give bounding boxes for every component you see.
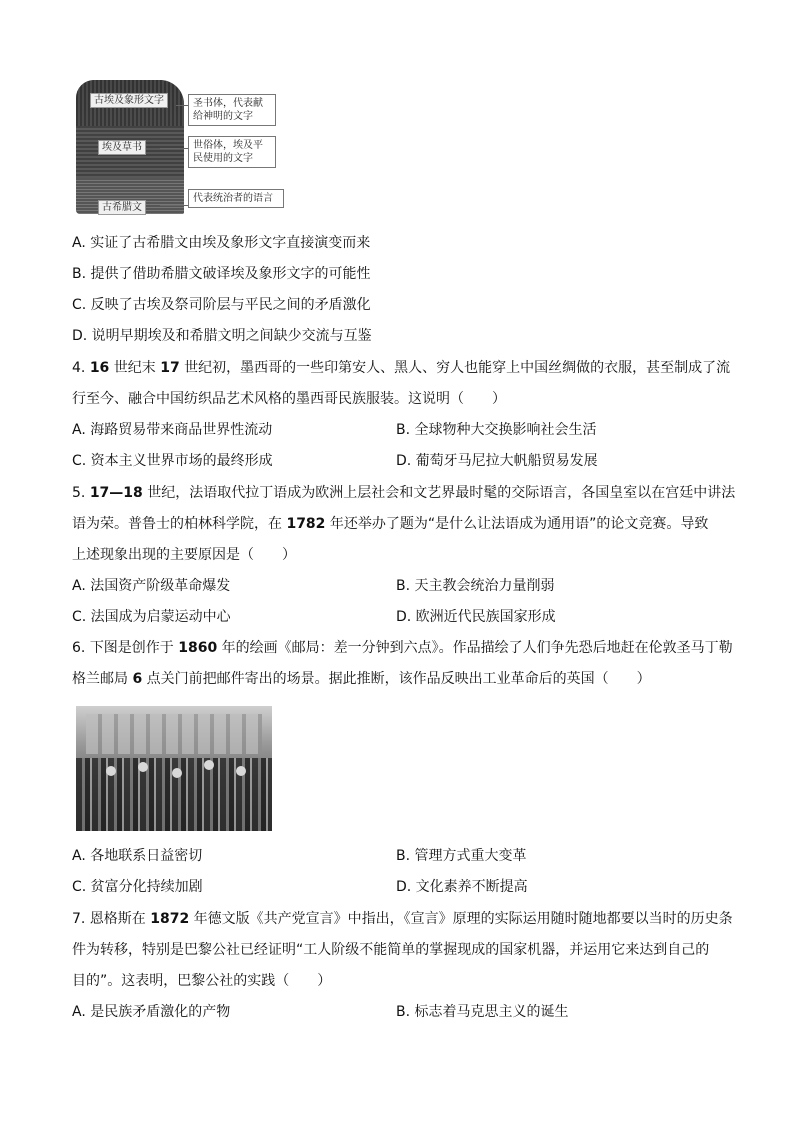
q6-stem-line2: 格兰邮局 6 点关门前把邮件寄出的场景。据此推断，该作品反映出工业革命后的英国（ ） xyxy=(72,671,651,687)
q7-stem-line2: 件为转移，特别是巴黎公社已经证明“工人阶级不能简单的掌握现成的国家机器，并运用它来达到自己的 xyxy=(72,942,710,958)
leader-line xyxy=(160,148,188,149)
q4-stem-line1: 4. 16 世纪末 17 世纪初，墨西哥的一些印第安人、黑人、穷人也能穿上中国丝绸做的衣服，甚至制成了流 xyxy=(72,360,731,376)
callout-hieroglyph: 圣书体，代表献给神明的文字 xyxy=(188,94,276,126)
q6-option-a: A. 各地联系日益密切 xyxy=(72,848,203,864)
q3-option-b: B. 提供了借助希腊文破译埃及象形文字的可能性 xyxy=(72,266,371,282)
q3-option-a: A. 实证了古希腊文由埃及象形文字直接演变而来 xyxy=(72,235,371,251)
q7-option-b: B. 标志着马克思主义的诞生 xyxy=(396,1004,569,1020)
q7-stem-line1: 7. 恩格斯在 1872 年德文版《共产党宣言》中指出，《宣言》原理的实际运用随时随地都要以当时的历史条 xyxy=(72,911,733,927)
q3-option-c: C. 反映了古埃及祭司阶层与平民之间的矛盾激化 xyxy=(72,297,371,313)
callout-greek: 代表统治者的语言 xyxy=(188,189,284,208)
stone-label-hieroglyph: 古埃及象形文字 xyxy=(90,93,168,108)
q5-stem-line1: 5. 17—18 世纪，法语取代拉丁语成为欧洲上层社会和文艺界最时髦的交际语言，各国皇室以在宫廷中讲法 xyxy=(72,485,736,501)
q6-option-b: B. 管理方式重大变革 xyxy=(396,848,527,864)
q4-option-a: A. 海路贸易带来商品世界性流动 xyxy=(72,422,273,438)
q5-option-b: B. 天主教会统治力量削弱 xyxy=(396,578,555,594)
leader-line xyxy=(176,105,188,106)
q6-stem-line1: 6. 下图是创作于 1860 年的绘画《邮局：差一分钟到六点》。作品描绘了人们争先恐后地赶在伦敦圣马丁勒 xyxy=(72,640,733,656)
q4-stem-line2: 行至今、融合中国纺织品艺术风格的墨西哥民族服装。这说明（ ） xyxy=(72,391,506,407)
q4-option-c: C. 资本主义世界市场的最终形成 xyxy=(72,453,273,469)
callout-demotic: 世俗体，埃及平民使用的文字 xyxy=(188,136,276,168)
q4-option-b: B. 全球物种大交换影响社会生活 xyxy=(396,422,597,438)
q5-stem-line3: 上述现象出现的主要原因是（ ） xyxy=(72,547,296,563)
q5-option-c: C. 法国成为启蒙运动中心 xyxy=(72,609,231,625)
q5-stem-line2: 语为荣。普鲁士的柏林科学院，在 1782 年还举办了题为“是什么让法语成为通用语”的论文竞赛。导致 xyxy=(72,516,709,532)
stone-label-demotic: 埃及草书 xyxy=(98,140,146,155)
q5-option-a: A. 法国资产阶级革命爆发 xyxy=(72,578,231,594)
leader-line xyxy=(160,205,188,206)
q6-option-c: C. 贫富分化持续加剧 xyxy=(72,879,203,895)
q6-option-d: D. 文化素养不断提高 xyxy=(396,879,528,895)
q4-option-d: D. 葡萄牙马尼拉大帆船贸易发展 xyxy=(396,453,598,469)
q3-option-d: D. 说明早期埃及和希腊文明之间缺少交流与互鉴 xyxy=(72,328,372,344)
q5-option-d: D. 欧洲近代民族国家形成 xyxy=(396,609,556,625)
stone-label-greek: 古希腊文 xyxy=(98,200,146,215)
q7-option-a: A. 是民族矛盾激化的产物 xyxy=(72,1004,231,1020)
q7-stem-line3: 目的”。这表明，巴黎公社的实践（ ） xyxy=(72,973,332,989)
post-office-painting-image xyxy=(76,706,272,831)
